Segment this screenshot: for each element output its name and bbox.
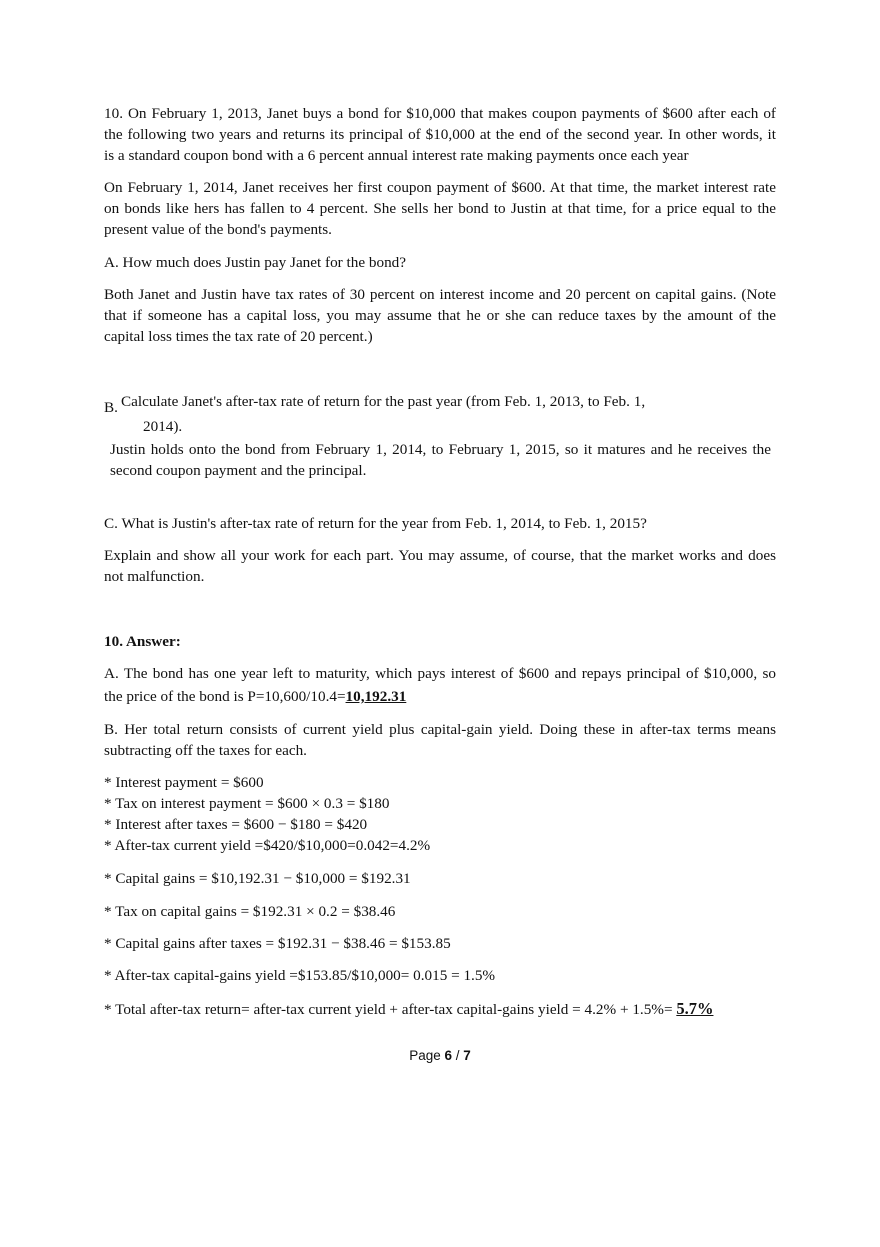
question-text: Explain and show all your work for each part. You may assume, of course, that the market works and does — [104, 547, 776, 564]
calc-line: * Interest payment = $600 — [104, 774, 264, 791]
total-return-line — [104, 999, 776, 1020]
calc-line: * Tax on capital gains = $192.31 × 0.2 = $38.46 — [104, 903, 396, 920]
answer-heading: 10. Answer: — [104, 633, 181, 650]
calc-line: * After-tax capital-gains yield =$153.85/$10,000= 0.015 = 1.5% — [104, 967, 496, 984]
question-text: capital loss times the tax rate of 20 percent.) — [104, 328, 373, 345]
page-label: Page — [409, 1048, 445, 1063]
page-footer — [0, 1048, 880, 1063]
page-separator: / — [452, 1048, 464, 1063]
answer-a-text: A. The bond has one year left to maturity, which pays interest of $600 and repays principal of $10,000, so — [104, 665, 776, 682]
calc-line: * Interest after taxes = $600 − $180 = $420 — [104, 816, 368, 833]
question-text: that if someone has a capital loss, you may assume that he or she can reduce taxes by the amount of the — [104, 307, 776, 324]
answer-a-formula: the price of the bond is P=10,600/10.4= — [104, 688, 346, 705]
part-b-question: Calculate Janet's after-tax rate of return for the past year (from Feb. 1, 2013, to Feb. 1, — [121, 393, 646, 410]
question-text: the following two years and returns its principal of $10,000 at the end of the second year. In other words, it — [104, 126, 776, 143]
total-page-count: 7 — [463, 1048, 471, 1063]
question-text: not malfunction. — [104, 568, 205, 585]
part-b-question: 2014). — [143, 418, 183, 435]
question-text: Justin holds onto the bond from February 1, 2014, to February 1, 2015, so it matures and he receives the — [110, 441, 771, 458]
calc-line: * After-tax current yield =$420/$10,000=0.042=4.2% — [104, 837, 431, 854]
answer-b-text: subtracting off the taxes for each. — [104, 742, 307, 759]
part-c-question: C. What is Justin's after-tax rate of return for the year from Feb. 1, 2014, to Feb. 1, 2015? — [104, 515, 647, 532]
part-a-question: A. How much does Justin pay Janet for the bond? — [104, 254, 407, 271]
question-text: on bonds like hers has fallen to 4 percent. She sells her bond to Justin at that time, for a price equal to the — [104, 200, 776, 217]
answer-a-result: 10,192.31 — [345, 688, 407, 705]
calc-line: * Tax on interest payment = $600 × 0.3 = $180 — [104, 795, 390, 812]
total-return-result: 5.7% — [676, 999, 714, 1018]
question-text: second coupon payment and the principal. — [110, 462, 367, 479]
current-page-number: 6 — [444, 1048, 452, 1063]
part-b-label: B. — [104, 399, 118, 416]
calc-line: * Capital gains = $10,192.31 − $10,000 = $192.31 — [104, 870, 411, 887]
question-text: On February 1, 2014, Janet receives her first coupon payment of $600. At that time, the market interest rate — [104, 179, 776, 196]
question-text: Both Janet and Justin have tax rates of 30 percent on interest income and 20 percent on capital gains. (Note — [104, 286, 776, 303]
question-text: is a standard coupon bond with a 6 percent annual interest rate making payments once each year — [104, 147, 689, 164]
total-return-text: * Total after-tax return= after-tax current yield + after-tax capital-gains yield = 4.2% + 1.5%= — [104, 1001, 677, 1018]
answer-a-text — [104, 687, 776, 707]
answer-b-text: B. Her total return consists of current yield plus capital-gain yield. Doing these in after-tax terms means — [104, 721, 776, 738]
question-text: present value of the bond's payments. — [104, 221, 332, 238]
question-text: 10. On February 1, 2013, Janet buys a bond for $10,000 that makes coupon payments of $600 after each of — [104, 105, 776, 122]
calc-line: * Capital gains after taxes = $192.31 − $38.46 = $153.85 — [104, 935, 451, 952]
